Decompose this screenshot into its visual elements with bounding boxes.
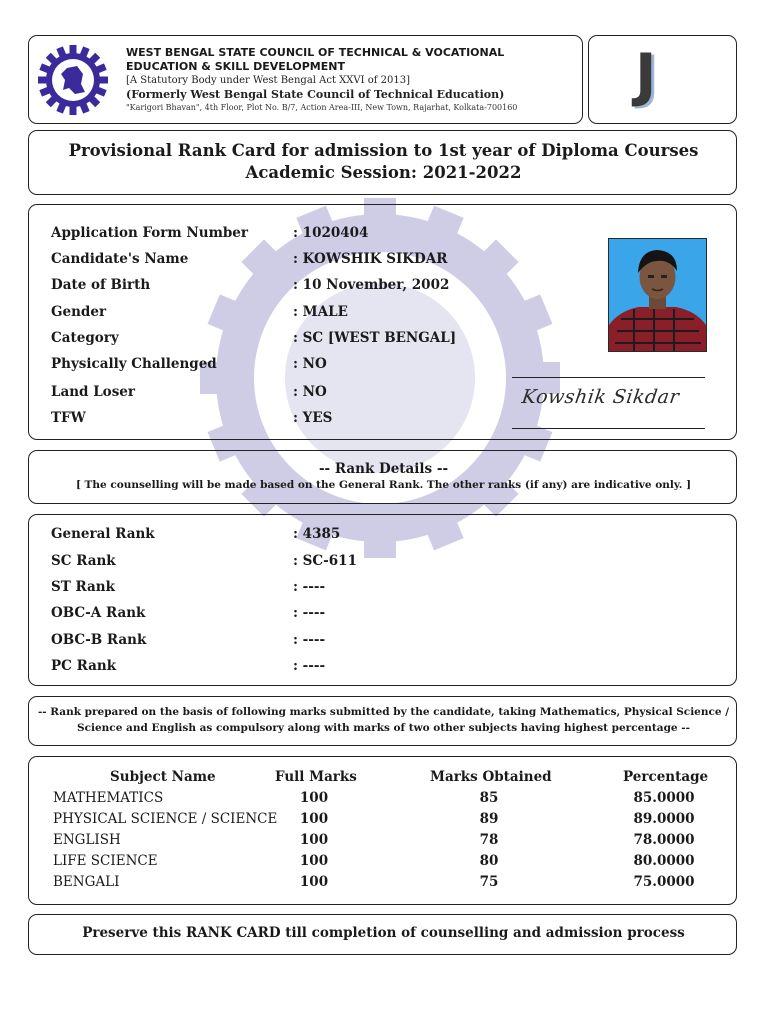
table-cell-subject: BENGALI <box>53 874 120 890</box>
field-label: Gender <box>51 304 107 320</box>
footer-note: Preserve this RANK CARD till completion of counselling and admission process <box>82 925 685 941</box>
rank-value: : 4385 <box>293 526 341 542</box>
table-cell-obtained: 75 <box>479 874 499 890</box>
table-cell-subject: PHYSICAL SCIENCE / SCIENCE <box>53 811 278 827</box>
category-badge-box <box>588 35 737 124</box>
formerly-text: (Formerly West Bengal State Council of Technical Education) <box>126 88 505 101</box>
table-cell-subject: MATHEMATICS <box>53 790 164 806</box>
field-label: TFW <box>51 410 86 426</box>
ranks-box <box>28 514 737 686</box>
table-cell-obtained: 78 <box>479 832 499 848</box>
candidate-info-box <box>28 204 737 440</box>
table-cell-obtained: 89 <box>479 811 499 827</box>
rank-label: OBC-B Rank <box>51 632 147 648</box>
rank-label: General Rank <box>51 526 155 542</box>
council-logo <box>38 45 108 115</box>
field-value: : 1020404 <box>293 225 369 241</box>
footer-box <box>28 914 737 955</box>
field-label: Physically Challenged <box>51 356 217 372</box>
table-cell-full: 100 <box>299 874 329 890</box>
table-cell-obtained: 85 <box>479 790 499 806</box>
page-title: Provisional Rank Card for admission to 1st year of Diploma Courses <box>68 141 699 160</box>
table-cell-percentage: 80.0000 <box>633 853 695 869</box>
table-cell-full: 100 <box>299 853 329 869</box>
field-label: Date of Birth <box>51 277 151 293</box>
table-cell-percentage: 85.0000 <box>633 790 695 806</box>
rank-value: : SC-611 <box>293 553 357 569</box>
candidate-signature: Kowshik Sikdar <box>520 386 681 408</box>
field-value: : SC [WEST BENGAL] <box>293 330 457 346</box>
statutory-text: [A Statutory Body under West Bengal Act XXVI of 2013] <box>126 75 411 86</box>
table-header: Subject Name <box>110 769 216 785</box>
field-label: Land Loser <box>51 384 135 400</box>
field-value: : 10 November, 2002 <box>293 277 450 293</box>
table-cell-subject: ENGLISH <box>53 832 121 848</box>
table-cell-obtained: 80 <box>479 853 499 869</box>
table-cell-full: 100 <box>299 832 329 848</box>
org-name-line2: EDUCATION & SKILL DEVELOPMENT <box>126 60 345 73</box>
rank-label: ST Rank <box>51 579 115 595</box>
marks-note-line1: -- Rank prepared on the basis of following marks submitted by the candidate, taking Mathematics, Physical Science / <box>37 706 730 718</box>
rank-label: OBC-A Rank <box>51 605 146 621</box>
table-header: Marks Obtained <box>430 769 552 785</box>
table-cell-percentage: 78.0000 <box>633 832 695 848</box>
header-box <box>28 35 583 124</box>
rank-value: : ---- <box>293 605 326 621</box>
rank-value: : ---- <box>293 579 326 595</box>
marks-table <box>28 756 737 905</box>
field-label: Category <box>51 330 119 346</box>
rank-label: PC Rank <box>51 658 117 674</box>
table-header: Percentage <box>623 769 709 785</box>
rank-value: : ---- <box>293 632 326 648</box>
person-photo-icon <box>609 239 706 351</box>
table-header: Full Marks <box>275 769 357 785</box>
rank-details-box <box>28 450 737 504</box>
badge-letter: J <box>635 41 657 109</box>
title-box <box>28 130 737 195</box>
signature-area <box>512 377 705 429</box>
rank-value: : ---- <box>293 658 326 674</box>
field-value: : NO <box>293 356 327 372</box>
table-cell-subject: LIFE SCIENCE <box>53 853 158 869</box>
field-value: : KOWSHIK SIKDAR <box>293 251 448 267</box>
table-cell-full: 100 <box>299 811 329 827</box>
field-label: Application Form Number <box>51 225 248 241</box>
field-value: : MALE <box>293 304 348 320</box>
table-cell-full: 100 <box>299 790 329 806</box>
org-name-line1: WEST BENGAL STATE COUNCIL OF TECHNICAL & VOCATIONAL <box>126 46 505 59</box>
rank-details-heading: -- Rank Details -- <box>318 461 449 477</box>
field-label: Candidate's Name <box>51 251 189 267</box>
table-cell-percentage: 89.0000 <box>633 811 695 827</box>
rank-details-note: [ The counselling will be made based on the General Rank. The other ranks (if any) are indicative only. ] <box>75 479 692 491</box>
marks-note-line2: Science and English as compulsory along with marks of two other subjects having highest percentage -- <box>77 722 690 734</box>
rank-label: SC Rank <box>51 553 116 569</box>
field-value: : NO <box>293 384 327 400</box>
address-text: "Karigori Bhavan", 4th Floor, Plot No. B/7, Action Area-III, New Town, Rajarhat, Kolkata-700160 <box>126 103 518 112</box>
field-value: : YES <box>293 410 333 426</box>
academic-session: Academic Session: 2021-2022 <box>245 163 522 182</box>
candidate-photo <box>608 238 707 352</box>
table-cell-percentage: 75.0000 <box>633 874 695 890</box>
marks-note-box <box>28 696 737 746</box>
